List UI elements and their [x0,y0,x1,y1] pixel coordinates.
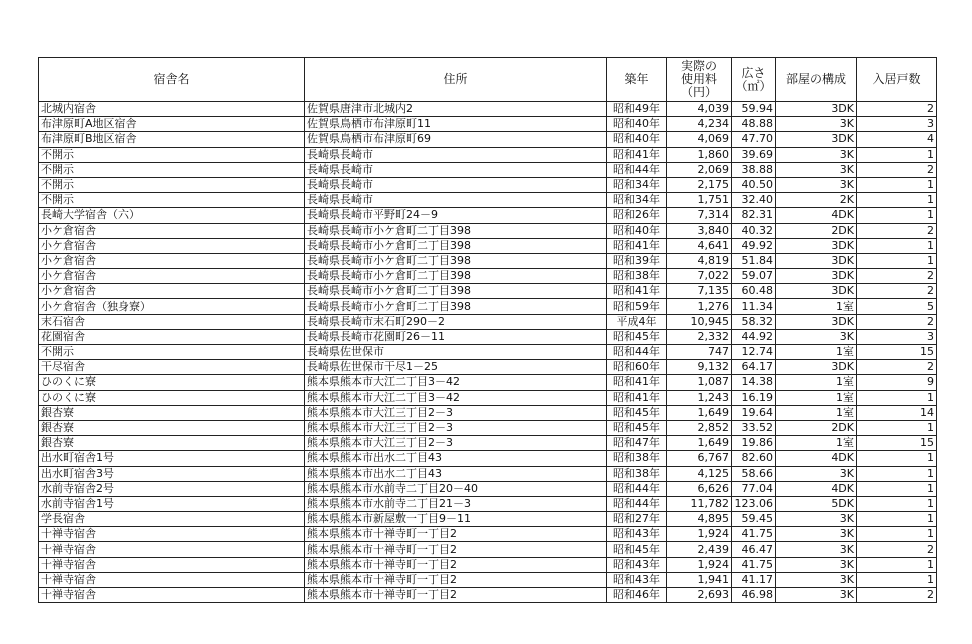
cell-rent: 1,276 [667,299,732,314]
cell-name: 小ケ倉宿舎 [39,223,305,238]
cell-year: 昭和46年 [607,588,667,603]
header-rent-line: （円） [680,85,717,99]
cell-units: 1 [857,177,937,192]
table-row [39,481,937,496]
cell-rent: 1,087 [667,375,732,390]
cell-year: 昭和34年 [607,193,667,208]
cell-name: 花園宿舎 [39,329,305,344]
cell-units: 3 [857,329,937,344]
cell-name: 不開示 [39,162,305,177]
cell-layout: 3K [776,466,857,481]
cell-layout: 2DK [776,223,857,238]
cell-address: 佐賀県唐津市北城内2 [305,102,607,117]
cell-address: 長崎県長崎市小ケ倉町二丁目398 [305,238,607,253]
cell-area: 64.17 [732,360,776,375]
table-row [39,588,937,603]
cell-units: 1 [857,481,937,496]
cell-rent: 2,852 [667,420,732,435]
cell-area: 46.98 [732,588,776,603]
table-row [39,177,937,192]
cell-address: 長崎県長崎市 [305,193,607,208]
cell-name: 出水町宿舎1号 [39,451,305,466]
cell-year: 昭和41年 [607,375,667,390]
cell-area: 33.52 [732,420,776,435]
cell-layout: 5DK [776,496,857,511]
cell-year: 昭和44年 [607,481,667,496]
cell-name: 不開示 [39,345,305,360]
table-row [39,420,937,435]
cell-units: 1 [857,496,937,511]
cell-name: 布津原町B地区宿舎 [39,132,305,147]
cell-year: 昭和26年 [607,208,667,223]
cell-year: 昭和45年 [607,542,667,557]
cell-address: 熊本県熊本市大江三丁目2－3 [305,436,607,451]
cell-year: 昭和34年 [607,177,667,192]
cell-address: 長崎県長崎市小ケ倉町二丁目398 [305,253,607,268]
cell-area: 77.04 [732,481,776,496]
header-layout: 部屋の構成 [776,58,857,102]
table-row [39,208,937,223]
header-area-line: （㎡） [735,78,772,93]
cell-address: 熊本県熊本市大江三丁目2－3 [305,420,607,435]
cell-layout: 3K [776,177,857,192]
header-row [39,58,937,102]
cell-area: 46.47 [732,542,776,557]
table-row [39,238,937,253]
header-rent-line: 実際の [680,59,717,73]
cell-area: 47.70 [732,132,776,147]
cell-address: 熊本県熊本市大江二丁目3－42 [305,390,607,405]
cell-name: 十禅寺宿舎 [39,572,305,587]
cell-address: 長崎県佐世保市干尽1－25 [305,360,607,375]
cell-area: 41.17 [732,572,776,587]
cell-name: ひのくに寮 [39,390,305,405]
header-rent [667,58,732,102]
cell-address: 熊本県熊本市十禅寺町一丁目2 [305,527,607,542]
cell-units: 1 [857,451,937,466]
cell-address: 熊本県熊本市大江三丁目2－3 [305,405,607,420]
cell-rent: 2,332 [667,329,732,344]
cell-area: 38.88 [732,162,776,177]
cell-address: 佐賀県鳥栖市布津原町69 [305,132,607,147]
cell-name: 長崎大学宿舎（六） [39,208,305,223]
cell-rent: 2,069 [667,162,732,177]
cell-year: 昭和44年 [607,162,667,177]
cell-layout: 1室 [776,345,857,360]
cell-units: 2 [857,314,937,329]
cell-year: 昭和38年 [607,269,667,284]
cell-area: 59.07 [732,269,776,284]
cell-address: 熊本県熊本市水前寺二丁目21－3 [305,496,607,511]
cell-rent: 3,840 [667,223,732,238]
cell-area: 39.69 [732,147,776,162]
table-row [39,314,937,329]
cell-area: 40.50 [732,177,776,192]
cell-name: 小ケ倉宿舎 [39,269,305,284]
cell-address: 長崎県長崎市小ケ倉町二丁目398 [305,299,607,314]
cell-address: 熊本県熊本市十禅寺町一丁目2 [305,572,607,587]
cell-rent: 1,924 [667,557,732,572]
cell-layout: 3DK [776,360,857,375]
cell-units: 2 [857,162,937,177]
cell-rent: 4,895 [667,512,732,527]
table-row [39,436,937,451]
cell-units: 1 [857,193,937,208]
table-row [39,102,937,117]
cell-name: 学長宿舎 [39,512,305,527]
table-row [39,375,937,390]
cell-units: 1 [857,253,937,268]
table-row [39,557,937,572]
cell-address: 熊本県熊本市水前寺二丁目20－40 [305,481,607,496]
cell-year: 昭和40年 [607,223,667,238]
cell-rent: 11,782 [667,496,732,511]
cell-rent: 4,069 [667,132,732,147]
cell-year: 昭和38年 [607,466,667,481]
cell-address: 佐賀県鳥栖市布津原町11 [305,117,607,132]
table-row [39,527,937,542]
header-name: 宿舎名 [39,58,305,102]
cell-units: 1 [857,147,937,162]
cell-year: 昭和44年 [607,496,667,511]
cell-address: 長崎県長崎市 [305,147,607,162]
cell-rent: 1,649 [667,436,732,451]
cell-name: 十禅寺宿舎 [39,557,305,572]
cell-year: 昭和49年 [607,102,667,117]
cell-layout: 1室 [776,299,857,314]
cell-layout: 1室 [776,436,857,451]
housing-table [38,57,937,603]
table-row [39,223,937,238]
cell-address: 熊本県熊本市新屋敷一丁目9－11 [305,512,607,527]
table-row [39,132,937,147]
cell-area: 19.64 [732,405,776,420]
cell-layout: 3K [776,557,857,572]
cell-area: 123.06 [732,496,776,511]
cell-name: 不開示 [39,177,305,192]
cell-rent: 1,941 [667,572,732,587]
housing-table-page [38,57,936,603]
table-row [39,162,937,177]
cell-name: 末石宿舎 [39,314,305,329]
cell-year: 昭和27年 [607,512,667,527]
header-rent-line: 使用料 [680,72,717,86]
cell-units: 2 [857,360,937,375]
cell-address: 熊本県熊本市出水二丁目43 [305,451,607,466]
cell-address: 熊本県熊本市大江二丁目3－42 [305,375,607,390]
cell-rent: 4,039 [667,102,732,117]
cell-address: 熊本県熊本市出水二丁目43 [305,466,607,481]
cell-layout: 3K [776,117,857,132]
cell-rent: 7,135 [667,284,732,299]
table-row [39,299,937,314]
cell-units: 1 [857,238,937,253]
cell-rent: 6,626 [667,481,732,496]
cell-year: 昭和59年 [607,299,667,314]
cell-rent: 2,693 [667,588,732,603]
cell-address: 長崎県長崎市小ケ倉町二丁目398 [305,223,607,238]
cell-year: 昭和60年 [607,360,667,375]
table-row [39,466,937,481]
cell-area: 48.88 [732,117,776,132]
cell-year: 昭和40年 [607,117,667,132]
cell-name: ひのくに寮 [39,375,305,390]
table-body [39,102,937,603]
cell-name: 銀杏寮 [39,436,305,451]
cell-layout: 3K [776,162,857,177]
cell-address: 長崎県長崎市平野町24－9 [305,208,607,223]
cell-units: 9 [857,375,937,390]
header-address: 住所 [305,58,607,102]
table-row [39,147,937,162]
cell-year: 昭和41年 [607,238,667,253]
cell-name: 十禅寺宿舎 [39,542,305,557]
cell-layout: 3DK [776,314,857,329]
cell-area: 32.40 [732,193,776,208]
cell-layout: 2DK [776,420,857,435]
cell-name: 不開示 [39,147,305,162]
cell-rent: 1,860 [667,147,732,162]
cell-area: 19.86 [732,436,776,451]
cell-area: 44.92 [732,329,776,344]
cell-area: 51.84 [732,253,776,268]
cell-address: 長崎県長崎市末石町290－2 [305,314,607,329]
cell-rent: 4,234 [667,117,732,132]
cell-units: 1 [857,512,937,527]
cell-layout: 4DK [776,451,857,466]
cell-area: 14.38 [732,375,776,390]
cell-units: 5 [857,299,937,314]
cell-units: 1 [857,557,937,572]
cell-layout: 3K [776,147,857,162]
cell-year: 昭和45年 [607,329,667,344]
cell-year: 昭和45年 [607,420,667,435]
cell-address: 熊本県熊本市十禅寺町一丁目2 [305,588,607,603]
cell-name: 布津原町A地区宿舎 [39,117,305,132]
cell-year: 昭和43年 [607,557,667,572]
header-year: 築年 [607,58,667,102]
cell-rent: 2,175 [667,177,732,192]
cell-rent: 747 [667,345,732,360]
cell-layout: 3DK [776,238,857,253]
cell-area: 60.48 [732,284,776,299]
cell-area: 11.34 [732,299,776,314]
cell-rent: 6,767 [667,451,732,466]
cell-units: 2 [857,542,937,557]
cell-year: 昭和41年 [607,284,667,299]
cell-name: 小ケ倉宿舎（独身寮） [39,299,305,314]
cell-units: 4 [857,132,937,147]
cell-layout: 3K [776,329,857,344]
header-area [732,58,776,102]
cell-area: 82.31 [732,208,776,223]
cell-rent: 1,751 [667,193,732,208]
cell-rent: 1,649 [667,405,732,420]
cell-rent: 1,243 [667,390,732,405]
cell-units: 1 [857,572,937,587]
cell-year: 昭和41年 [607,147,667,162]
table-row [39,193,937,208]
cell-area: 41.75 [732,527,776,542]
cell-name: 銀杏寮 [39,405,305,420]
cell-year: 昭和43年 [607,527,667,542]
cell-area: 41.75 [732,557,776,572]
cell-rent: 1,924 [667,527,732,542]
table-row [39,117,937,132]
cell-layout: 3DK [776,269,857,284]
cell-year: 昭和47年 [607,436,667,451]
cell-units: 14 [857,405,937,420]
cell-layout: 1室 [776,390,857,405]
cell-year: 平成4年 [607,314,667,329]
cell-layout: 3DK [776,132,857,147]
cell-units: 15 [857,345,937,360]
cell-rent: 9,132 [667,360,732,375]
cell-name: 不開示 [39,193,305,208]
cell-units: 3 [857,117,937,132]
cell-units: 1 [857,466,937,481]
cell-units: 1 [857,208,937,223]
cell-year: 昭和43年 [607,572,667,587]
cell-address: 長崎県長崎市花園町26－11 [305,329,607,344]
cell-name: 水前寺宿舎1号 [39,496,305,511]
table-row [39,253,937,268]
cell-rent: 4,641 [667,238,732,253]
cell-year: 昭和38年 [607,451,667,466]
cell-layout: 4DK [776,208,857,223]
cell-layout: 3K [776,512,857,527]
cell-address: 長崎県長崎市小ケ倉町二丁目398 [305,269,607,284]
cell-units: 2 [857,223,937,238]
cell-area: 49.92 [732,238,776,253]
table-row [39,572,937,587]
cell-name: 小ケ倉宿舎 [39,238,305,253]
cell-area: 40.32 [732,223,776,238]
table-row [39,345,937,360]
table-row [39,390,937,405]
cell-rent: 7,314 [667,208,732,223]
cell-layout: 3K [776,527,857,542]
cell-area: 59.45 [732,512,776,527]
cell-year: 昭和45年 [607,405,667,420]
cell-address: 長崎県長崎市 [305,177,607,192]
cell-year: 昭和39年 [607,253,667,268]
cell-area: 58.32 [732,314,776,329]
cell-units: 1 [857,390,937,405]
cell-layout: 4DK [776,481,857,496]
cell-layout: 3DK [776,284,857,299]
cell-rent: 2,439 [667,542,732,557]
cell-name: 銀杏寮 [39,420,305,435]
cell-name: 北城内宿舎 [39,102,305,117]
cell-rent: 4,819 [667,253,732,268]
cell-year: 昭和44年 [607,345,667,360]
cell-year: 昭和40年 [607,132,667,147]
cell-units: 2 [857,102,937,117]
cell-address: 長崎県佐世保市 [305,345,607,360]
cell-name: 出水町宿舎3号 [39,466,305,481]
cell-name: 干尽宿舎 [39,360,305,375]
table-row [39,284,937,299]
cell-units: 2 [857,284,937,299]
cell-units: 2 [857,269,937,284]
cell-area: 16.19 [732,390,776,405]
cell-rent: 4,125 [667,466,732,481]
cell-area: 58.66 [732,466,776,481]
header-units: 入居戸数 [857,58,937,102]
cell-area: 82.60 [732,451,776,466]
cell-address: 熊本県熊本市十禅寺町一丁目2 [305,542,607,557]
cell-layout: 1室 [776,375,857,390]
cell-units: 15 [857,436,937,451]
cell-layout: 3K [776,542,857,557]
table-row [39,360,937,375]
table-row [39,542,937,557]
cell-rent: 7,022 [667,269,732,284]
cell-units: 2 [857,588,937,603]
cell-address: 長崎県長崎市 [305,162,607,177]
cell-layout: 3DK [776,253,857,268]
cell-name: 小ケ倉宿舎 [39,253,305,268]
cell-layout: 3DK [776,102,857,117]
table-row [39,329,937,344]
cell-name: 十禅寺宿舎 [39,527,305,542]
table-row [39,512,937,527]
cell-layout: 3K [776,588,857,603]
cell-layout: 2K [776,193,857,208]
cell-name: 十禅寺宿舎 [39,588,305,603]
cell-area: 59.94 [732,102,776,117]
table-row [39,269,937,284]
cell-year: 昭和41年 [607,390,667,405]
cell-units: 1 [857,527,937,542]
table-row [39,496,937,511]
cell-name: 水前寺宿舎2号 [39,481,305,496]
cell-units: 1 [857,420,937,435]
cell-address: 熊本県熊本市十禅寺町一丁目2 [305,557,607,572]
header-area-line: 広さ [741,65,766,80]
cell-rent: 10,945 [667,314,732,329]
table-row [39,405,937,420]
cell-layout: 1室 [776,405,857,420]
table-row [39,451,937,466]
cell-layout: 3K [776,572,857,587]
cell-name: 小ケ倉宿舎 [39,284,305,299]
cell-address: 長崎県長崎市小ケ倉町二丁目398 [305,284,607,299]
cell-area: 12.74 [732,345,776,360]
